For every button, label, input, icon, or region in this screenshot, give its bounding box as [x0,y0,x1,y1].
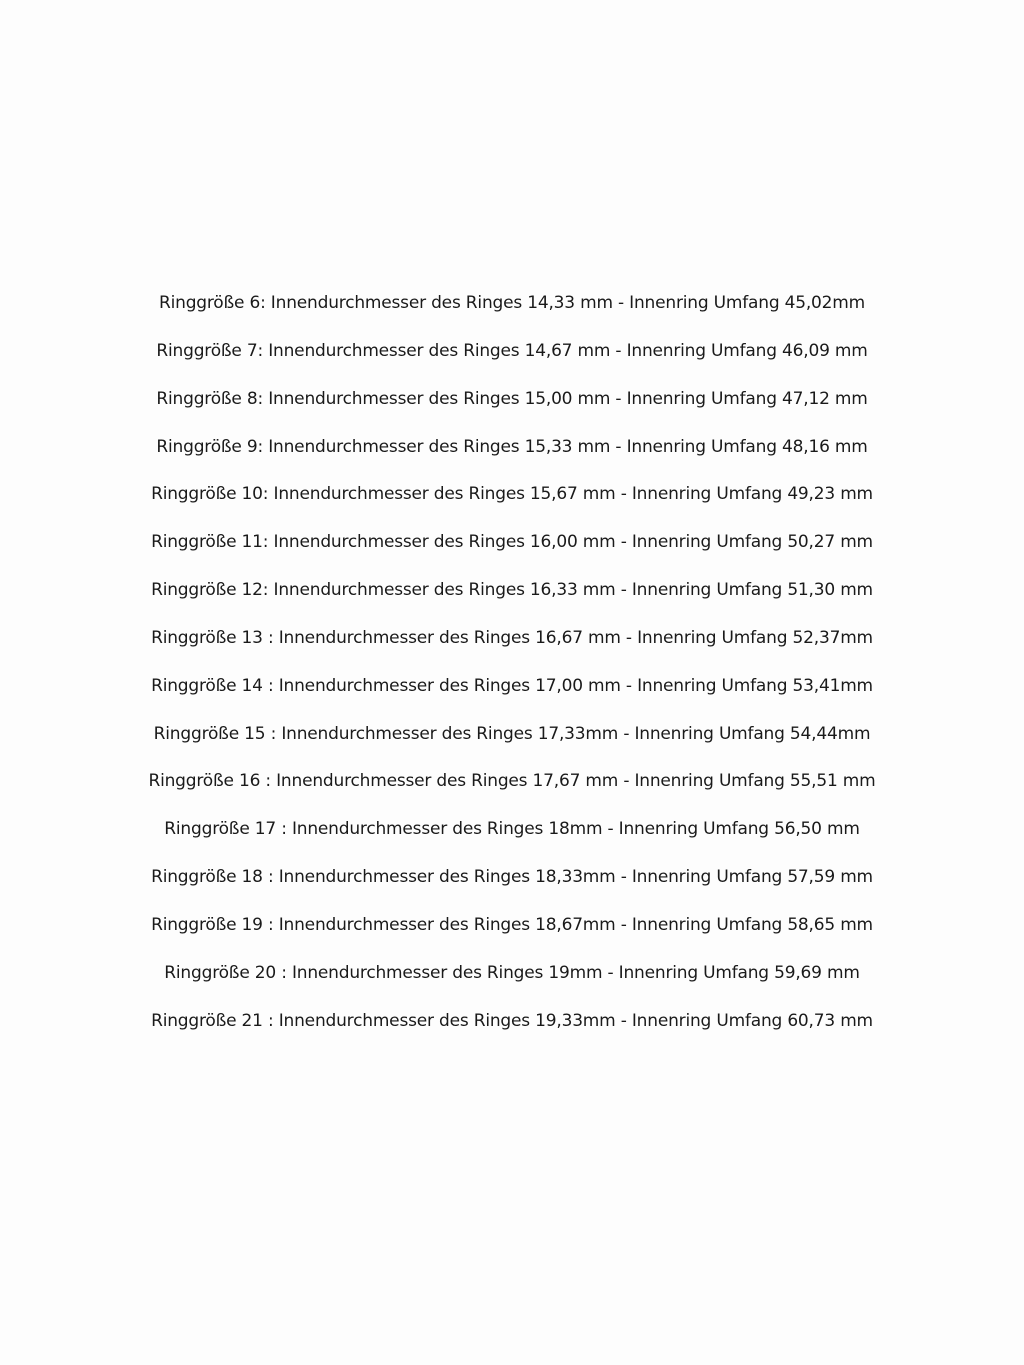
ring-size-line: Ringgröße 6: Innendurchmesser des Ringes 14,33 mm - Innenring Umfang 45,02mm [158,293,865,313]
ring-size-line: Ringgröße 10: Innendurchmesser des Ringes 15,67 mm - Innenring Umfang 49,23 mm [151,484,873,505]
ring-size-line: Ringgröße 12: Innendurchmesser des Ringes 16,33 mm - Innenring Umfang 51,30 mm [151,580,873,601]
ring-size-line: Ringgröße 21 : Innendurchmesser des Ringes 19,33mm - Innenring Umfang 60,73 mm [151,1010,873,1031]
ring-size-line: Ringgröße 11: Innendurchmesser des Ringes 16,00 mm - Innenring Umfang 50,27 mm [151,532,873,553]
ring-size-line: Ringgröße 17 : Innendurchmesser des Ringes 18mm - Innenring Umfang 56,50 mm [164,819,860,840]
ring-size-line: Ringgröße 14 : Innendurchmesser des Ringes 17,00 mm - Innenring Umfang 53,41mm [151,675,873,696]
ring-size-line: Ringgröße 19 : Innendurchmesser des Ringes 18,67mm - Innenring Umfang 58,65 mm [151,914,873,935]
ring-size-line: Ringgröße 18 : Innendurchmesser des Ringes 18,33mm - Innenring Umfang 57,59 mm [151,867,873,888]
ring-size-line: Ringgröße 13 : Innendurchmesser des Ringes 16,67 mm - Innenring Umfang 52,37mm [151,627,873,648]
ring-size-list [0,283,1024,1049]
ring-size-line: Ringgröße 20 : Innendurchmesser des Ringes 19mm - Innenring Umfang 59,69 mm [164,962,860,983]
ring-size-line: Ringgröße 16 : Innendurchmesser des Ringes 17,67 mm - Innenring Umfang 55,51 mm [148,771,876,792]
ring-size-line: Ringgröße 15 : Innendurchmesser des Ringes 17,33mm - Innenring Umfang 54,44mm [153,723,871,744]
ring-size-line: Ringgröße 9: Innendurchmesser des Ringes 15,33 mm - Innenring Umfang 48,16 mm [156,436,868,457]
ring-size-line: Ringgröße 7: Innendurchmesser des Ringes 14,67 mm - Innenring Umfang 46,09 mm [156,340,868,361]
ring-size-line: Ringgröße 8: Innendurchmesser des Ringes 15,00 mm - Innenring Umfang 47,12 mm [156,388,868,409]
